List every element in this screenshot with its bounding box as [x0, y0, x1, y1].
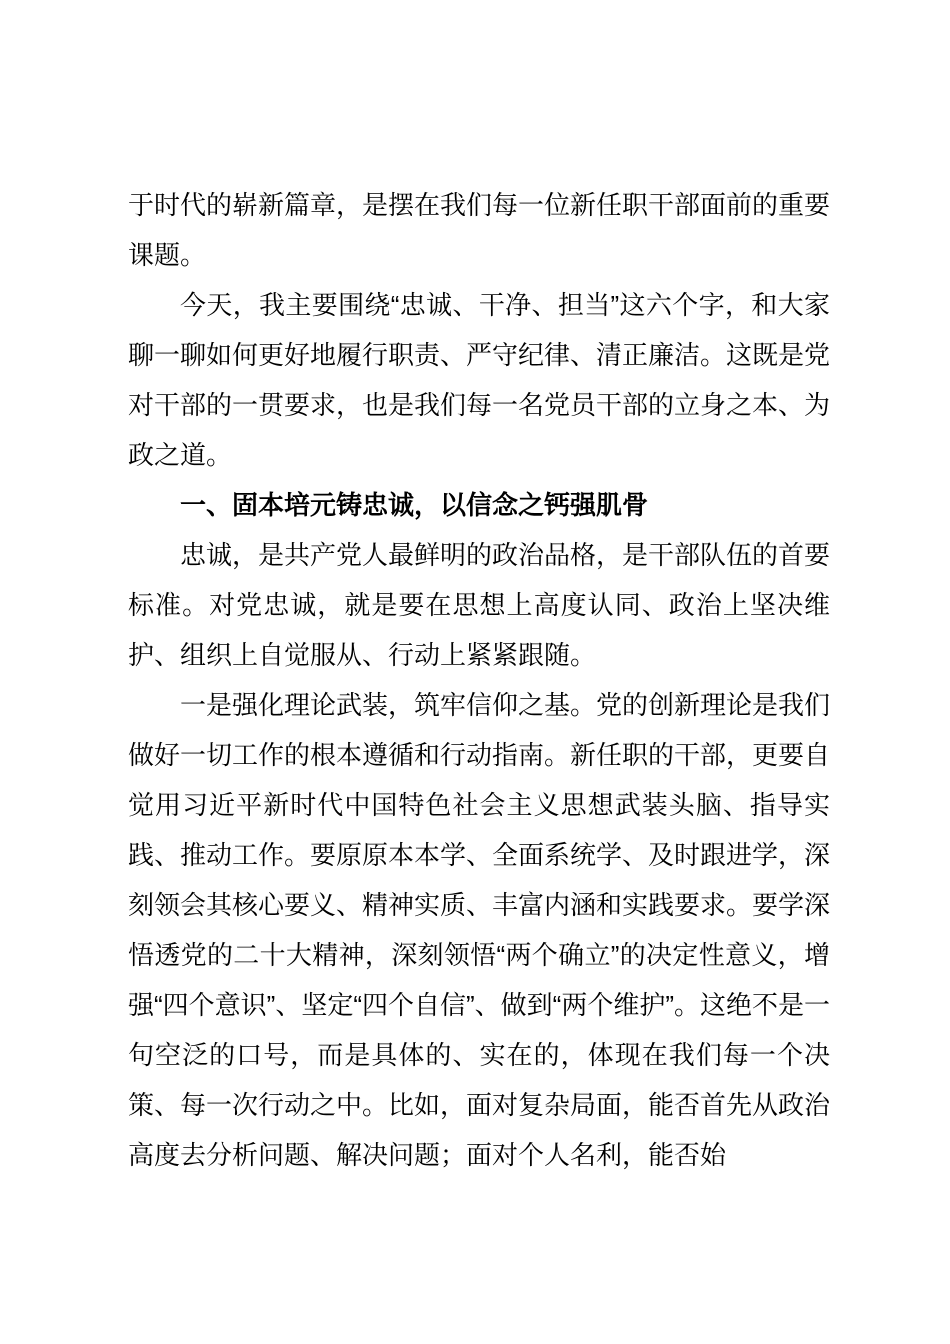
paragraph-intro: 今天，我主要围绕“忠诚、干净、担当”这六个字，和大家聊一聊如何更好地履行职责、严守纪律、清正廉洁。这既是党对干部的一贯要求，也是我们每一名党员干部的立身之本、为政之道。: [128, 290, 831, 470]
paragraph-continuation: 于时代的崭新篇章，是摆在我们每一位新任职干部面前的重要课题。: [128, 190, 831, 270]
paragraph-theory: 一是强化理论武装，筑牢信仰之基。党的创新理论是我们做好一切工作的根本遵循和行动指南。新任职的干部，更要自觉用习近平新时代中国特色社会主义思想武装头脑、指导实践、推动工作。要原原本本学、全面系统学、及时跟进学，深刻领会其核心要义、精神实质、丰富内涵和实践要求。要学深悟透党的二十大精神，深刻领悟“两个确立”的决定性意义，增强“四个意识”、坚定“四个自信”、做到“两个维护”。这绝不是一句空泛的口号，而是具体的、实在的，体现在我们每一个决策、每一次行动之中。比如，面对复杂局面，能否首先从政治高度去分析问题、解决问题；面对个人名利，能否始: [128, 690, 831, 1170]
section-heading: 一、固本培元铸忠诚，以信念之钙强肌骨: [180, 490, 649, 520]
paragraph-loyalty: 忠诚，是共产党人最鲜明的政治品格，是干部队伍的首要标准。对党忠诚，就是要在思想上高度认同、政治上坚决维护、组织上自觉服从、行动上紧紧跟随。: [128, 540, 831, 670]
